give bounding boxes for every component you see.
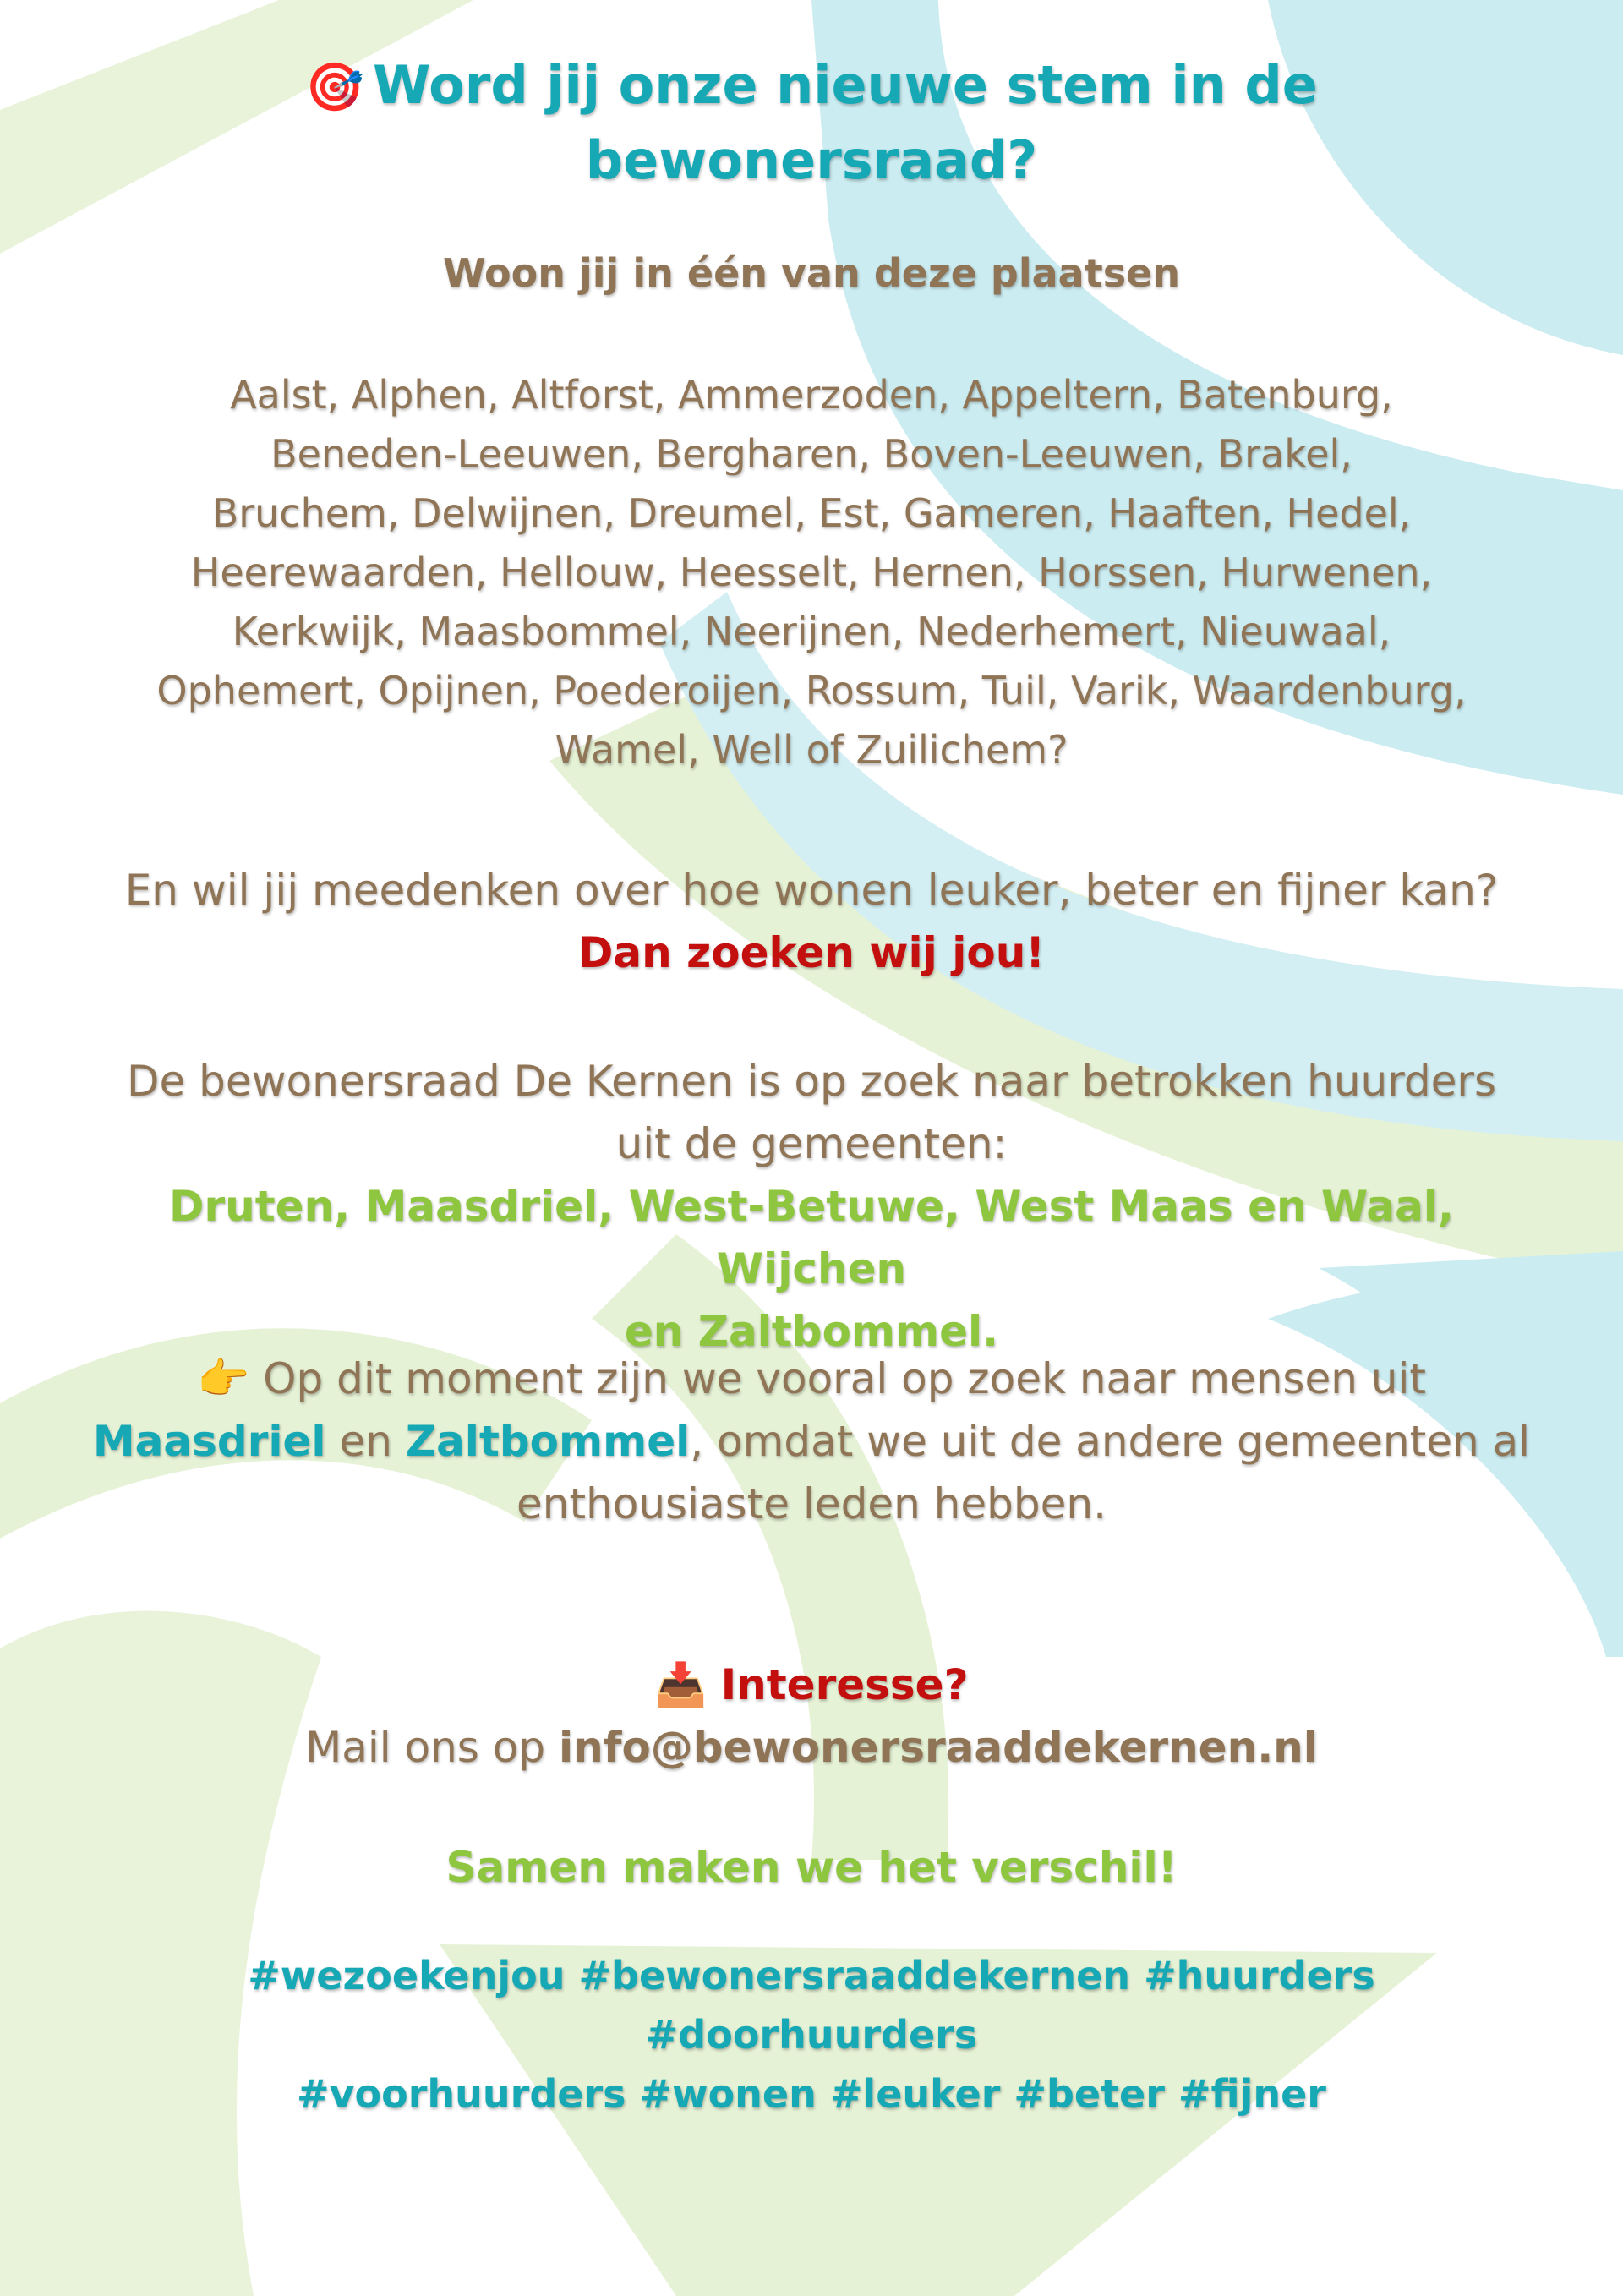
hashtags-line-1: #wezoekenjou #bewonersraaddekernen #huurders bbox=[248, 1953, 1375, 1998]
focus-connector: en bbox=[325, 1417, 406, 1466]
focus-line-2-rest: , omdat we uit de andere gemeenten al bbox=[690, 1417, 1531, 1466]
municipalities-line-1: Druten, Maasdriel, West-Betuwe, West Maas en Waal, Wijchen bbox=[169, 1182, 1454, 1293]
contact-mail-row bbox=[85, 1716, 1538, 1779]
hashtags-line-2: #doorhuurders bbox=[645, 2012, 978, 2058]
municipalities-line-2: en Zaltbommel. bbox=[624, 1307, 999, 1356]
target-icon: 🎯 bbox=[305, 60, 364, 115]
places-line: Beneden-Leeuwen, Bergharen, Boven-Leeuwen, Brakel, bbox=[270, 431, 1352, 477]
focus-place-1: Maasdriel bbox=[92, 1417, 326, 1466]
search-line-1: De bewonersraad De Kernen is op zoek naar betrokken huurders bbox=[127, 1057, 1496, 1106]
search-block bbox=[85, 1050, 1538, 1363]
contact-block bbox=[85, 1654, 1538, 1779]
places-list bbox=[110, 365, 1513, 779]
contact-email-link[interactable]: info@bewonersraaddekernen.nl bbox=[558, 1723, 1318, 1772]
focus-place-2: Zaltbommel bbox=[405, 1417, 691, 1466]
focus-line-3: enthousiaste leden hebben. bbox=[516, 1479, 1107, 1528]
places-line: Ophemert, Opijnen, Poederoijen, Rossum, Tuil, Varik, Waardenburg, bbox=[156, 668, 1467, 713]
intro-block bbox=[85, 859, 1538, 984]
focus-block bbox=[85, 1348, 1538, 1535]
inbox-tray-icon: 📥 bbox=[654, 1660, 708, 1709]
places-line: Kerkwijk, Maasbommel, Neerijnen, Nederhemert, Nieuwaal, bbox=[232, 609, 1391, 654]
contact-mail-prefix: Mail ons op bbox=[305, 1723, 559, 1772]
places-line: Wamel, Well of Zuilichem? bbox=[555, 727, 1068, 773]
places-line: Aalst, Alphen, Altforst, Ammerzoden, Appeltern, Batenburg, bbox=[230, 372, 1393, 418]
contact-heading: Interesse? bbox=[720, 1660, 969, 1709]
title-line-1: Word jij onze nieuwe stem in de bbox=[372, 54, 1318, 116]
title-line-2: bewonersraad? bbox=[585, 129, 1038, 191]
page-title bbox=[85, 49, 1538, 197]
search-line-2: uit de gemeenten: bbox=[615, 1119, 1008, 1168]
places-line: Heerewaarden, Hellouw, Heesselt, Hernen, Horssen, Hurwenen, bbox=[190, 549, 1433, 595]
focus-line-2 bbox=[85, 1410, 1538, 1473]
places-heading: Woon jij in één van deze plaatsen bbox=[442, 250, 1181, 296]
places-line: Bruchem, Delwijnen, Dreumel, Est, Gameren, Haaften, Hedel, bbox=[211, 490, 1412, 536]
hashtags-line-3: #voorhuurders #wonen #leuker #beter #fijner bbox=[296, 2071, 1326, 2117]
intro-question: En wil jij meedenken over hoe wonen leuker, beter en fijner kan? bbox=[124, 866, 1499, 915]
focus-line-1 bbox=[85, 1348, 1538, 1410]
pointing-hand-icon: 👉 bbox=[197, 1354, 250, 1403]
contact-heading-row bbox=[85, 1654, 1538, 1716]
focus-line-1-text: Op dit moment zijn we vooral op zoek naar mensen uit bbox=[263, 1354, 1426, 1403]
slogan: Samen maken we het verschil! bbox=[445, 1843, 1178, 1892]
hashtags bbox=[85, 1946, 1538, 2124]
intro-callout: Dan zoeken wij jou! bbox=[577, 928, 1046, 977]
